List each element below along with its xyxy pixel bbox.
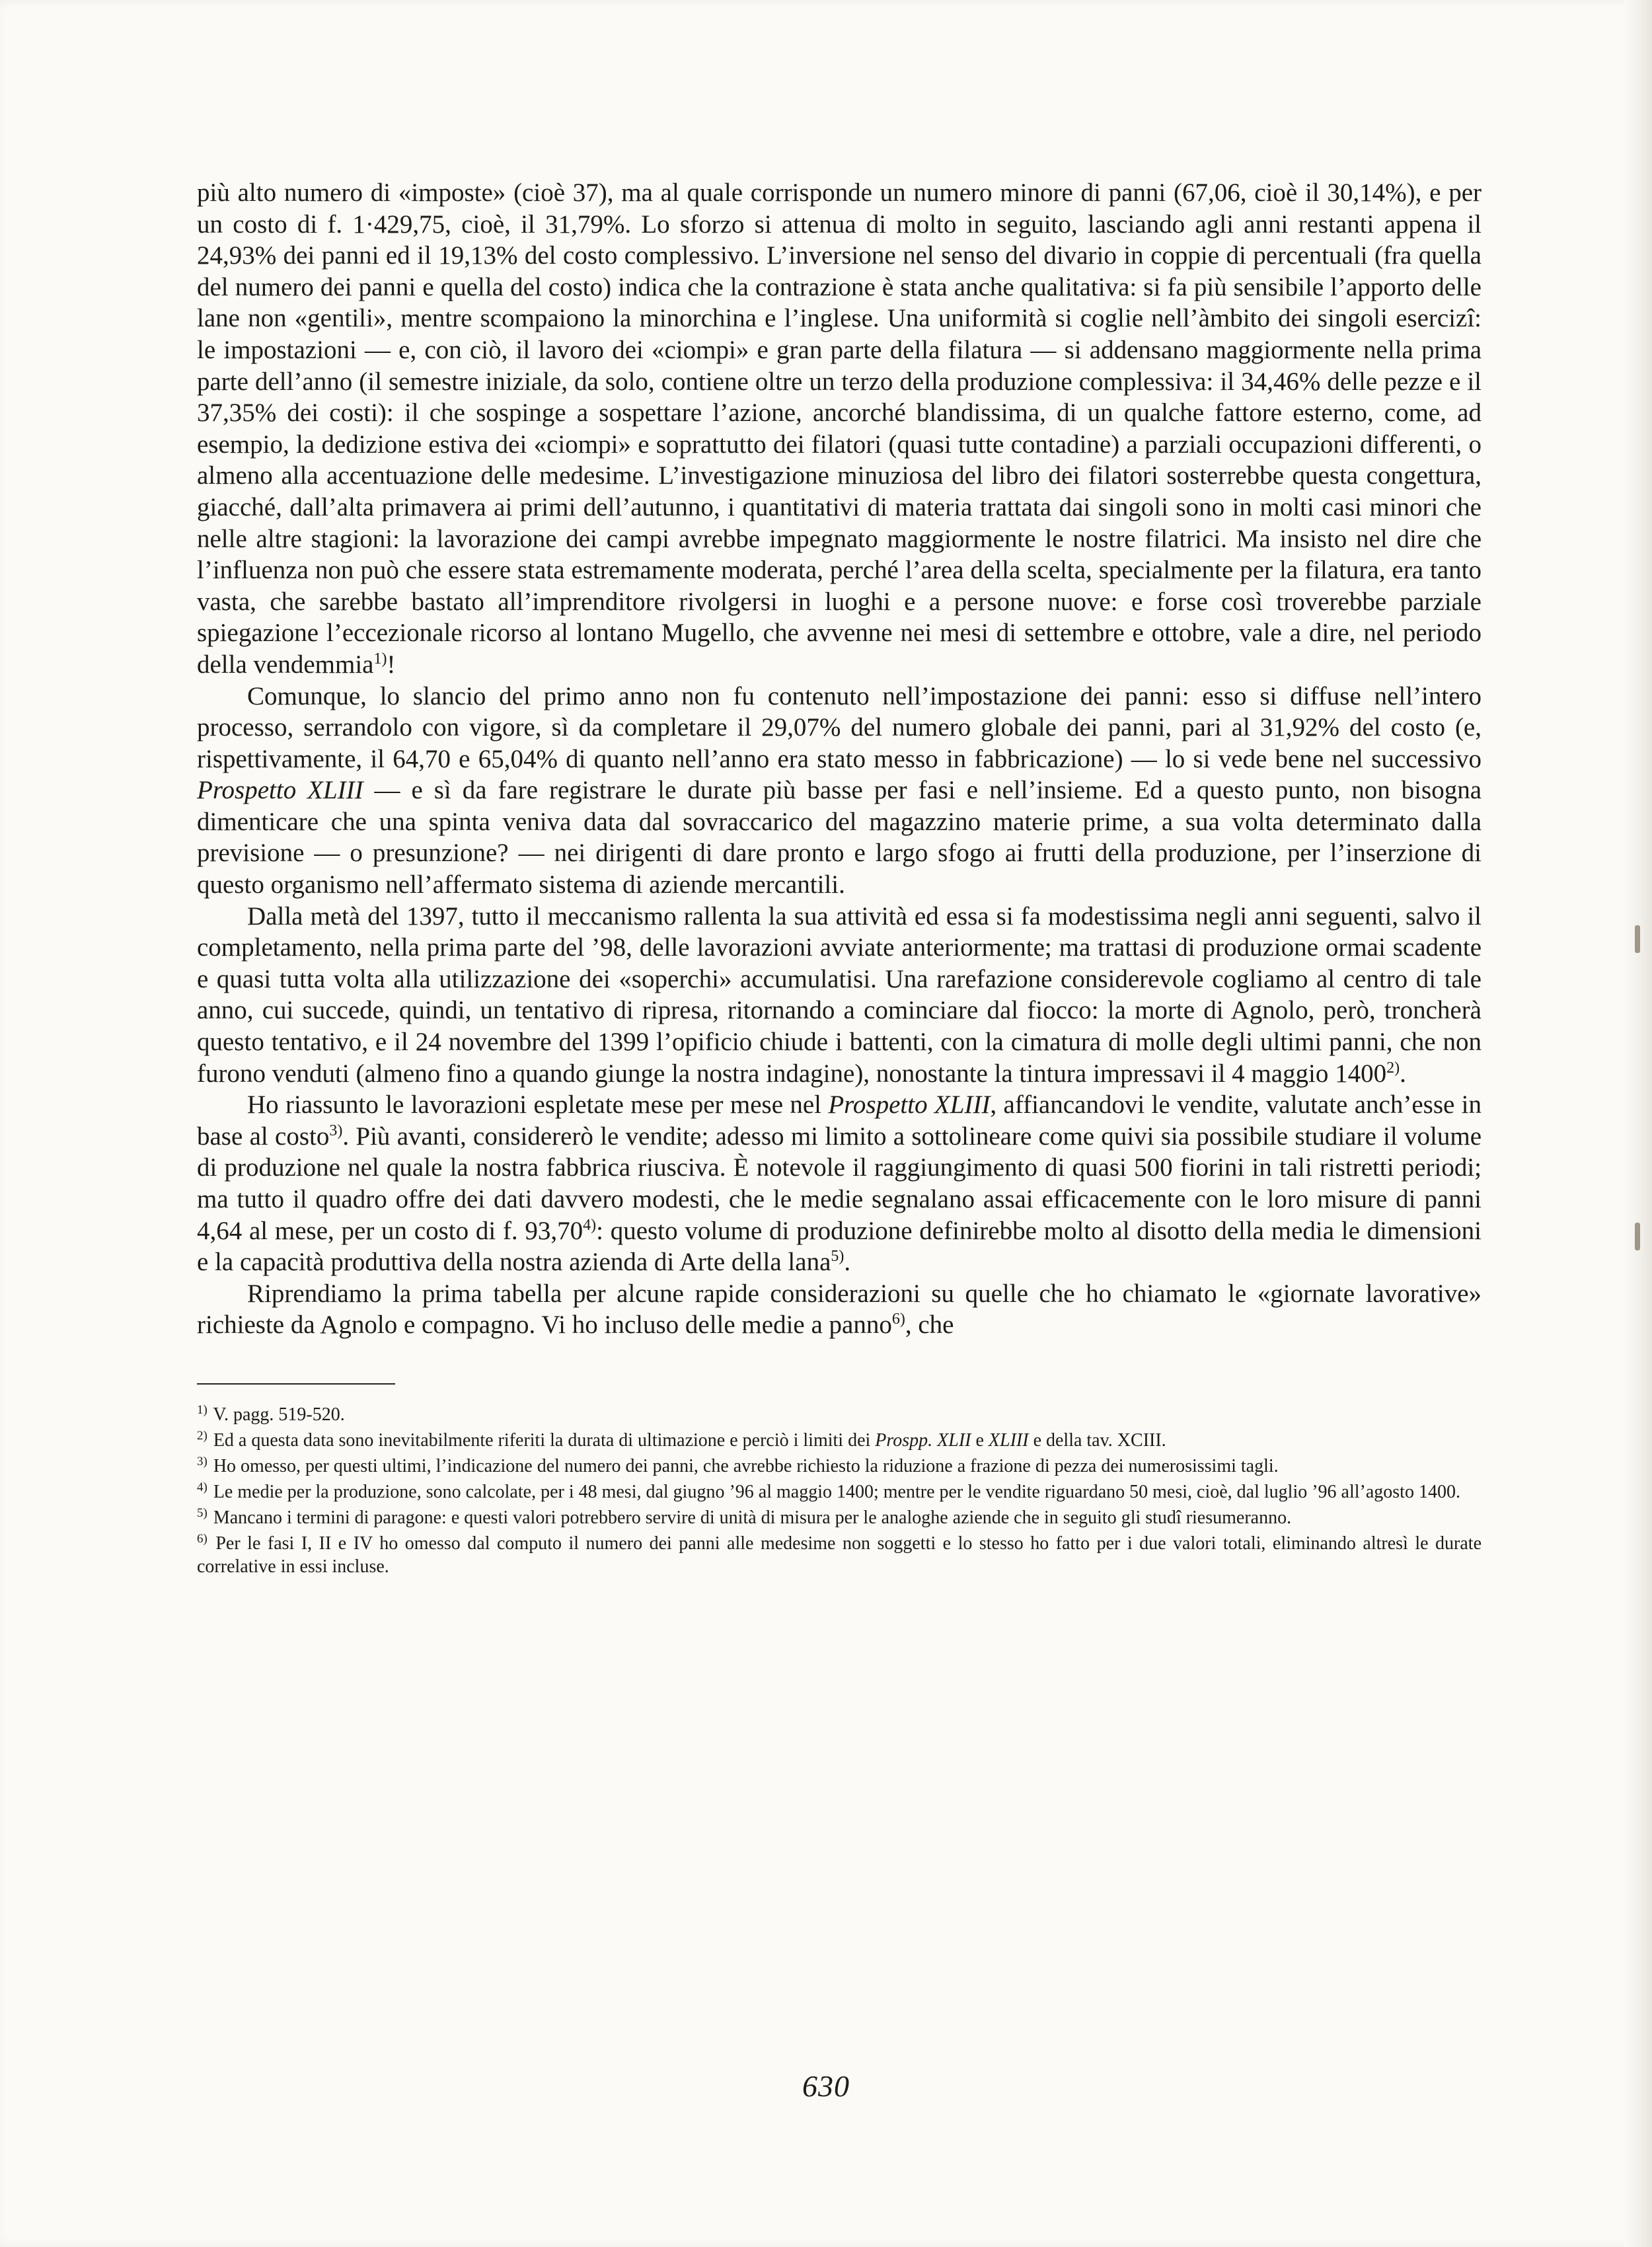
footnote-text: e della tav. XCIII. (1028, 1429, 1166, 1451)
footnote-marker: 1) (197, 1402, 207, 1417)
footnote-text: Per le fasi I, II e IV ho omesso dal computo il numero dei panni alle medesime non soggetti e lo stesso ho fatto per i due valori totali, eliminando altresì le durate correlative in essi incluse. (197, 1533, 1482, 1577)
binding-mark-lower (1635, 1223, 1640, 1250)
footnote-text: Ed a questa data sono inevitabilmente riferiti la durata di ultimazione e perciò i limiti dei (213, 1429, 876, 1451)
paragraph (197, 1089, 1482, 1278)
italic-title: Prospp. XLII (875, 1429, 971, 1451)
footnote-reference: 6) (891, 1311, 905, 1328)
page-number: 630 (802, 2069, 850, 2103)
page-edge-shadow (1624, 0, 1652, 2247)
text-run: Ho riassunto le lavorazioni espletate mese per mese nel (247, 1090, 829, 1120)
text-run: — e sì da fare registrare le durate più basse per fasi e nell’insieme. Ed a questo punto, non bisogna dimenticare che una spinta veniva data dal sovraccarico del magazzino materie prime, a sua volta determinato dalla previsione — o presunzione? — nei dirigenti di dare pronto e largo sfogo ai frutti della produzione, per l’inserzione di questo organismo nell’affermato sistema di aziende mercantili. (197, 776, 1482, 899)
text-run: Riprendiamo la prima tabella per alcune rapide considerazioni su quelle che ho chiamato le «giornate lavorative» richieste da Agnolo e compagno. Vi ho incluso delle medie a panno (197, 1279, 1482, 1340)
footnote-marker: 6) (197, 1531, 207, 1546)
paragraph (197, 1278, 1482, 1341)
footnote-text: Ho omesso, per questi ultimi, l’indicazione del numero dei panni, che avrebbe richiesto la riduzione a frazione di pezza dei numerosissimi tagli. (213, 1455, 1279, 1476)
text-run: Comunque, lo slancio del primo anno non fu contenuto nell’impostazione dei panni: esso si diffuse nell’intero processo, serrandolo con vigore, sì da completare il 29,07% del numero globale dei panni, pari al 31,92% del costo (e, rispettivamente, il 64,70 e 65,04% di quanto nell’anno era stato messo in fabbricazione) — lo si vede bene nel successivo (197, 681, 1482, 773)
footnote (197, 1403, 1482, 1426)
footnote-marker: 2) (197, 1428, 207, 1443)
page-content (197, 177, 1482, 1581)
text-run: . Più avanti, considererò le vendite; adesso mi limito a sottolineare come quivi sia possibile studiare il volume di produzione nel quale la nostra fabbrica riusciva. È notevole il raggiungimento di quasi 500 fiorini in tali ristretti periodi; ma tutto il quadro offre dei dati davvero modesti, che le medie segnalano assai efficacemente con le loro misure di panni 4,64 al mese, per un costo di f. 93,70 (197, 1122, 1482, 1245)
paragraph (197, 681, 1482, 901)
footnote-reference: 5) (831, 1248, 845, 1266)
text-run: . (844, 1248, 851, 1277)
footnote (197, 1506, 1482, 1529)
footnote-text: V. pagg. 519-520. (213, 1404, 345, 1425)
body-text (197, 177, 1482, 1341)
footnote-marker: 3) (197, 1454, 207, 1468)
footnote (197, 1532, 1482, 1578)
footnotes (197, 1403, 1482, 1578)
text-run: : questo volume di produzione definirebbe molto al disotto della media le dimensioni e la capacità produttiva della nostra azienda di Arte della lana (197, 1216, 1482, 1277)
footnote-marker: 4) (197, 1480, 207, 1494)
italic-title: XLIII (988, 1429, 1029, 1451)
italic-title: Prospetto XLIII (828, 1090, 991, 1120)
text-run: . (1400, 1059, 1406, 1088)
footnote-separator (197, 1383, 395, 1385)
paragraph (197, 901, 1482, 1090)
footnote-text: Le medie per la produzione, sono calcolate, per i 48 mesi, dal giugno ’96 al maggio 1400; mentre per le vendite riguardano 50 mesi, cioè, dal luglio ’96 all’agosto 1400. (213, 1481, 1460, 1502)
footnote-text: e (971, 1429, 989, 1451)
footnote-text: Mancano i termini di paragone: e questi valori potrebbero servire di unità di misura per le analoghe aziende che in seguito gli studî riesumeranno. (213, 1507, 1292, 1528)
text-run: , che (905, 1311, 954, 1340)
text-run: , affiancandovi le vendite, valutate anch’esse in base al costo (197, 1090, 1482, 1151)
paragraph (197, 177, 1482, 681)
footnote (197, 1429, 1482, 1452)
text-run: più alto numero di «imposte» (cioè 37), ma al quale corrisponde un numero minore di panni (67,06, cioè il 30,14%), e per un costo di f. 1·429,75, cioè, il 31,79%. Lo sforzo si attenua di molto in seguito, lasciando agli anni restanti appena il 24,93% dei panni ed il 19,13% del costo complessivo. L’inversione nel senso del divario in coppie di percentuali (fra quella del numero dei panni e quella del costo) indica che la contrazione è stata anche qualitativa: si fa più sensibile l’apporto delle lane non «gentili», mentre scompaiono la minorchina e l’inglese. Una uniformità si coglie nell’àmbito dei singoli esercizî: le impostazioni — e, con ciò, il lavoro dei «ciompi» e gran parte della filatura — si addensano maggiormente nella prima parte dell’anno (il semestre iniziale, da solo, contiene oltre un terzo della produzione complessiva: il 34,46% delle pezze e il 37,35% dei costi): il che sospinge a sospettare l’azione, ancorché blandissima, di un qualche fattore esterno, come, ad esempio, la dedizione estiva dei «ciompi» e soprattutto dei filatori (quasi tutte contadine) a parziali occupazioni differenti, o almeno alla accentuazione delle medesime. L’investigazione minuziosa del libro dei filatori sosterrebbe questa congettura, giacché, dall’alta primavera ai primi dell’autunno, i quantitativi di materia trattata dai singoli sono in molti casi minori che nelle altre stagioni: la lavorazione dei campi avrebbe impegnato maggiormente le nostre filatrici. Ma insisto nel dire che l’influenza non può che essere stata estremamente moderata, perché l’area della scelta, specialmente per la filatura, era tanto vasta, che sarebbe bastato all’imprenditore rivolgersi in luoghi e a persone nuove: e forse così troverebbe parziale spiegazione l’eccezionale ricorso al lontano Mugello, che avvenne nei mesi di settembre e ottobre, vale a dire, nel periodo della vendemmia (197, 178, 1482, 679)
footnote (197, 1480, 1482, 1504)
text-run: Dalla metà del 1397, tutto il meccanismo rallenta la sua attività ed essa si fa modestissima negli anni seguenti, salvo il completamento, nella prima parte del ’98, delle lavorazioni avviate anteriormente; ma trattasi di produzione ormai scadente e quasi tutta volta alla utilizzazione dei «soperchi» accumulatisi. Una rarefazione considerevole cogliamo al centro di tale anno, cui succede, quindi, un tentativo di ripresa, ritornando a cominciare dal fiocco: la morte di Agnolo, però, troncherà questo tentativo, e il 24 novembre del 1399 l’opificio chiude i battenti, con la cimatura di molle degli ultimi panni, che non furono venduti (almeno fino a quando giunge la nostra indagine), nonostante la tintura impressavi il 4 maggio 1400 (197, 901, 1482, 1088)
footnote-marker: 5) (197, 1505, 207, 1520)
footnote-reference: 4) (583, 1216, 597, 1234)
italic-title: Prospetto XLIII (197, 776, 363, 805)
text-run: ! (387, 650, 396, 679)
footnote-reference: 3) (329, 1122, 343, 1139)
footnote (197, 1455, 1482, 1478)
footnote-reference: 1) (373, 650, 387, 667)
footnote-reference: 2) (1386, 1059, 1400, 1077)
binding-mark-upper (1635, 925, 1640, 953)
